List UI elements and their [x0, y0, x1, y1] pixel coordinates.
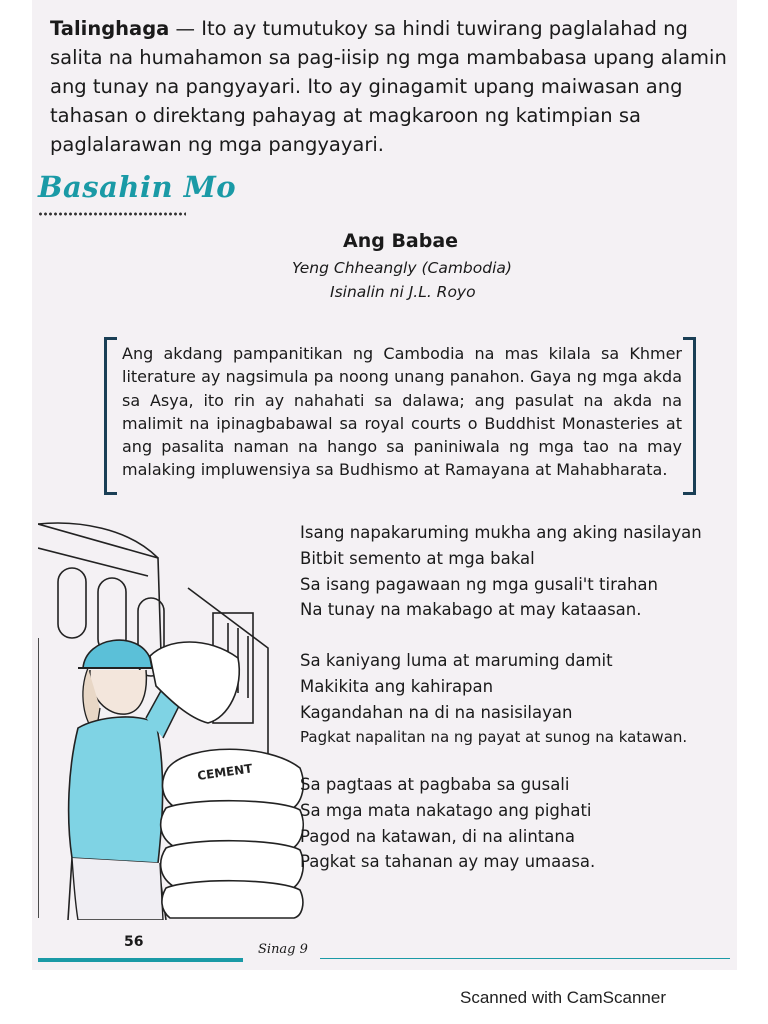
helmet-icon [83, 640, 152, 668]
poem-line: Makikita ang kahirapan [300, 676, 494, 696]
box-bracket-left [104, 337, 117, 495]
definition-dash: — [169, 17, 202, 40]
reading-translator: Isinalin ni J.L. Royo [330, 283, 476, 301]
poem-line: Isang napakaruming mukha ang aking nasilayan [300, 523, 702, 542]
footer-rule-right [320, 958, 730, 959]
footer-rule [38, 958, 243, 962]
poem-line: Kagandahan na di na nasisilayan [300, 702, 573, 722]
reading-title: Ang Babae [343, 230, 459, 252]
poem-line: Pagkat sa tahanan ay may umaasa. [300, 852, 596, 872]
section-heading: Basahin Mo [38, 170, 237, 204]
poem-line: Na tunay na makabago at may kataasan. [300, 600, 642, 620]
box-bracket-right [683, 337, 696, 495]
cement-bag-label: CEMENT [196, 761, 254, 783]
footer-book-title: Sinag 9 [258, 942, 308, 957]
poem-line: Sa kaniyang luma at maruming damit [300, 651, 613, 670]
background-box-text: Ang akdang pampanitikan ng Cambodia na mas kilala sa Khmer literature ay nagsimula pa noong unang panahon. Gaya ng mga akda sa Asya, ito rin ay nahahati sa dalawa; ang pasulat na akda na malimit na ipinagbabawal sa royal courts o Buddhist Monasteries at ang pasalita naman na hango sa paniniwala ng mga tao na may malaking impluwensiya sa Budhismo at Ramayana at Mahabharata. [122, 344, 682, 480]
poem-line: Pagkat napalitan na ng payat at sunog na katawan. [300, 728, 688, 747]
poem-stanza-1 [300, 520, 740, 623]
page-number: 56 [124, 934, 144, 950]
scanner-watermark: Scanned with CamScanner [460, 988, 667, 1007]
definition-paragraph [50, 14, 730, 159]
poem-line: Sa pagtaas at pagbaba sa gusali [300, 775, 570, 794]
definition-term: Talinghaga [50, 17, 170, 40]
poem-line: Sa mga mata nakatago ang pighati [300, 800, 592, 820]
poem-line: Sa isang pagawaan ng mga gusali't tirahan [300, 574, 658, 594]
woman-carrying-cement-bags-illustration [38, 518, 318, 920]
section-heading-underline [38, 211, 186, 217]
poem-stanza-2 [300, 648, 740, 751]
poem-stanza-3 [300, 772, 740, 875]
poem-line: Pagod na katawan, di na alintana [300, 826, 575, 846]
poem-line: Bitbit semento at mga bakal [300, 548, 535, 568]
definition-text: Ito ay tumutukoy sa hindi tuwirang paglalahad ng salita na humahamon sa pag-iisip ng mga mambabasa upang alamin ang tunay na pangyayari. Ito ay ginagamit upang maiwasan ang tahasan o direktang pahayag at magkaroon ng katimpian sa paglalarawan ng mga pangyayari. [50, 17, 727, 156]
reading-author: Yeng Chheangly (Cambodia) [292, 259, 512, 277]
